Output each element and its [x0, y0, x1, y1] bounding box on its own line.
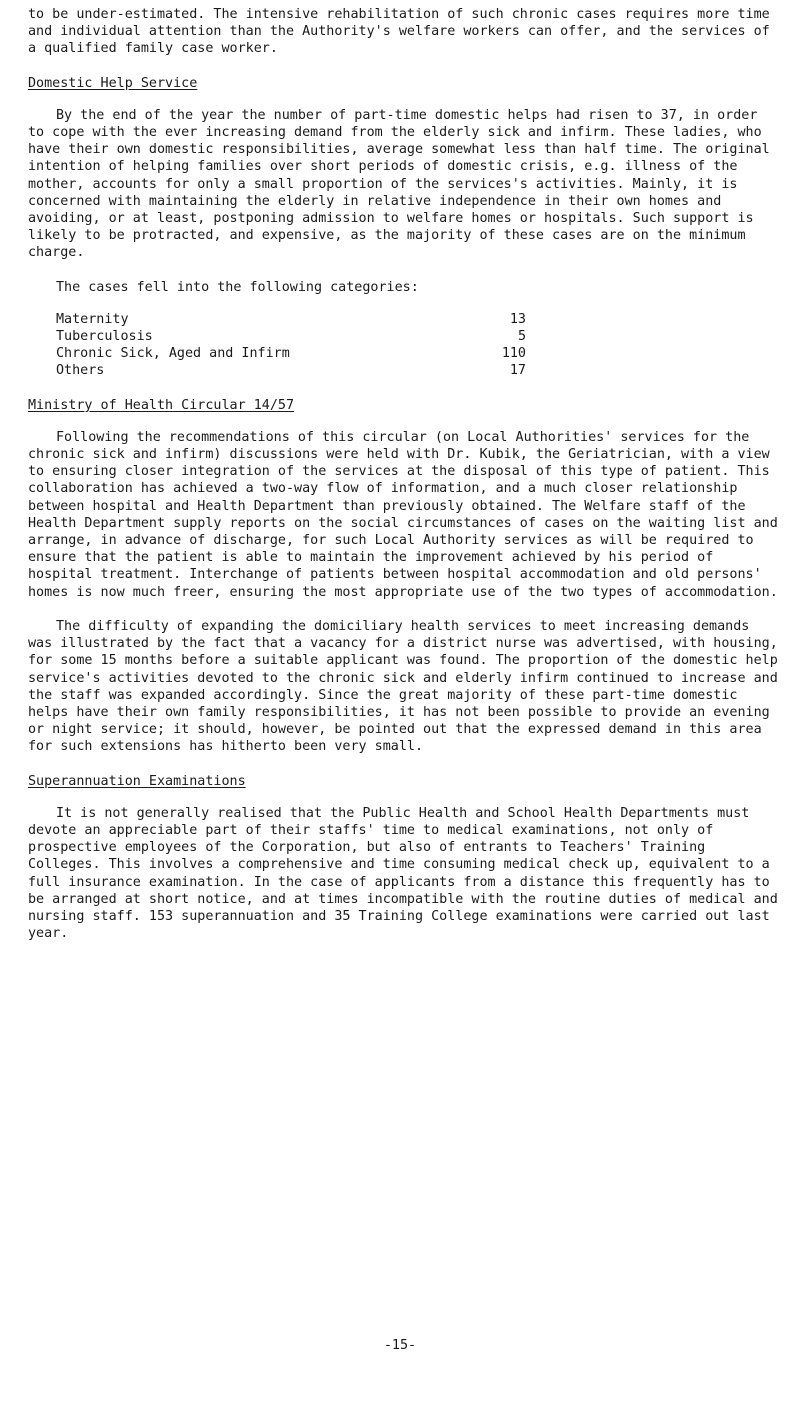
category-count: 13 — [509, 311, 526, 327]
table-row — [56, 328, 526, 345]
domestic-help-paragraph: By the end of the year the number of part-time domestic helps had risen to 37, in order to cope with the ever increasing demand from the elderly sick and infirm. These ladies, who have their own domestic responsibilities, average somewhat less than half time. The original intention of helping families over short periods of domestic crisis, e.g. illness of the mother, accounts for only a small proportion of the services's activities. Mainly, it is concerned with maintaining the elderly in relative independence in their own homes and avoiding, or at least, postponing admission to welfare homes or hospitals. Such support is likely to be protracted, and expensive, as the majority of these cases are on the minimum charge. — [28, 107, 778, 261]
table-row — [56, 345, 526, 362]
category-label: Tuberculosis — [56, 329, 153, 345]
table-row — [56, 362, 526, 379]
circular-heading: Ministry of Health Circular 14/57 — [28, 397, 295, 413]
category-label: Chronic Sick, Aged and Infirm — [56, 346, 290, 362]
superannuation-heading: Superannuation Examinations — [28, 773, 246, 789]
intro-paragraph: to be under-estimated. The intensive rehabilitation of such chronic cases requires more time and individual attention than the Authority's welfare workers can offer, and the services of a qualified family case worker. — [28, 7, 778, 57]
circular-paragraph-1: Following the recommendations of this circular (on Local Authorities' services for the chronic sick and infirm) discussions were held with Dr. Kubik, the Geriatrician, with a view to ensuring closer integration of the services at the disposal of this type of patient. This collaboration has achieved a two-way flow of information, and a much closer relationship between hospital and Health Department than previously obtained. The Welfare staff of the Health Department supply reports on the social circumstances of cases on the waiting list and arrange, in advance of discharge, for such Local Authority services as will be required to ensure that the patient is able to maintain the improvement achieved by his period of hospital treatment. Interchange of patients between hospital accommodation and old persons' homes is now much freer, ensuring the most appropriate use of the two types of accommodation. — [28, 429, 786, 600]
category-count: 110 — [501, 346, 526, 362]
document-page — [28, 6, 786, 942]
category-count: 17 — [509, 363, 526, 379]
superannuation-paragraph: It is not generally realised that the Public Health and School Health Departments must devote an appreciable part of their staffs' time to medical examinations, not only of prospective employees of the Corporation, but also of entrants to Teachers' Training Colleges. This involves a comprehensive and time consuming medical check up, equivalent to a full insurance examination. In the case of applicants from a distance this frequently has to be arranged at short notice, and at times incompatible with the routine duties of medical and nursing staff. 153 superannuation and 35 Training College examinations were carried out last year. — [28, 805, 786, 942]
page-number: -15- — [383, 1338, 417, 1353]
category-label: Maternity — [56, 311, 129, 327]
category-label: Others — [56, 363, 105, 379]
categories-intro: The cases fell into the following categories: — [56, 279, 419, 295]
categories-table — [56, 311, 780, 380]
table-row — [56, 311, 526, 328]
category-count: 5 — [517, 329, 526, 345]
domestic-help-heading: Domestic Help Service — [28, 75, 198, 91]
circular-paragraph-2: The difficulty of expanding the domiciliary health services to meet increasing demands was illustrated by the fact that a vacancy for a district nurse was advertised, with housing, for some 15 months before a suitable applicant was found. The proportion of the domestic help service's activities devoted to the chronic sick and elderly infirm continued to increase and the staff was expanded accordingly. Since the great majority of these part-time domestic helps have their own family responsibilities, it has not been possible to provide an evening or night service; it should, however, be pointed out that the expressed demand in this area for such extensions has hitherto been very small. — [28, 618, 786, 755]
